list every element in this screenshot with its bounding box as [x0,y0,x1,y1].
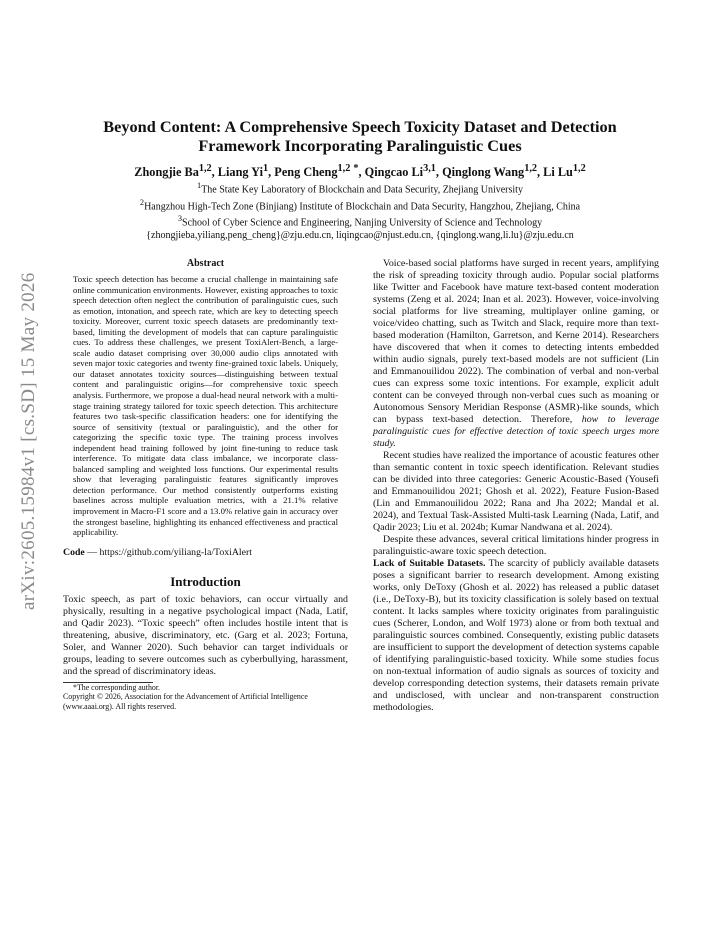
intro-paragraph-5 [373,558,659,714]
author-emails: {zhongjieba,yiliang,peng_cheng}@zju.edu.cn, liqingcao@njust.edu.cn, {qinglong.wang,li.lu}@zju.edu.cn [146,230,574,242]
corresponding-author-footnote: *The corresponding author. [73,682,160,692]
left-column [63,258,348,712]
footnotes [63,683,348,712]
lack-datasets-text: The scarcity of publicly available datasets poses a significant barrier to research development. Among existing works, only DeToxy (Ghosh et al. 2022) has released a public dataset (i.e., DeToxy-B), but its toxicity classification is solely based on textual content. It lacks samples where toxicity originates from paralinguistic cues (Scherer, London, and Wolf 1973) alone or from both textual and paralinguistic sources combined. Consequently, existing public datasets are insufficient to support the development of detection systems capable of identifying paralinguistic-based toxicity. While some studies focus on non-textual information of audio signals as sources of toxicity and develop corresponding detection systems, their datasets remain private and undisclosed, with unclear and non-transparent construction methodologies. [373,558,659,713]
copyright-notice: Copyright © 2026, Association for the Advancement of Artificial Intelligence (www.aaai.org). All rights reserved. [63,692,308,712]
intro-p2-emphasis: how to leverage paralinguistic cues for effective detection of toxic speech urges more study. [373,414,659,449]
intro-paragraph-3: Recent studies have realized the importance of acoustic features other than semantic content in toxic speech identification. Relevant studies can be divided into three categories: Generic Acoustic-Based (Yousefi and Emmanouilidou 2021; Ghosh et al. 2022), Feature Fusion-Based (Lin and Emmanouilidou 2022; Rana and Jha 2022; Mandal et al. 2024), and Textual Task-Assisted Multi-task Learning (Nada, Latif, and Qadir 2023; Liu et al. 2024b; Kumar Nandwana et al. 2024). [373,450,659,533]
introduction-heading: Introduction [170,573,241,589]
affiliations [60,180,660,243]
arxiv-identifier: arXiv:2605.15984v1 [cs.SD] 15 May 2026 [18,272,39,610]
affiliation-1: $^1$The State Key Laboratory of Blockchain and Data Security, Zhejiang University [197,181,523,196]
paper-title [60,117,660,155]
right-column [373,258,659,714]
affiliation-2: $^2$Hangzhou High-Tech Zone (Binjiang) Institute of Blockchain and Data Security, Hangzhou, Zhejiang, China [139,197,581,213]
author-list: Zhongjie Ba$^{1,2}$, Liang Yi$^1$, Peng Cheng$^{1,2}$ *, Qingcao Li$^{3,1}$, Qinglong Wang$^{1,2}$, Li Lu$^{1,2}$ [134,163,586,180]
code-url[interactable]: — https://github.com/yiliang-la/ToxiAlert [84,546,252,558]
intro-paragraph-2 [373,258,659,450]
title-line-1: Beyond Content: A Comprehensive Speech Toxicity Dataset and Detection [103,117,617,136]
code-link-line [63,547,348,558]
intro-paragraph-1: Toxic speech, as part of toxic behaviors, can occur virtually and physically, resulting in a negative psychological impact (Nada, Latif, and Qadir 2023). “Toxic speech” often includes hostile intent that is threatening, abusive, discriminatory, etc. (Garg et al. 2023; Fortuna, Soler, and Wanner 2020). Such behavior can target individuals or groups, leading to severe outcomes such as cyberbullying, harassment, and the spread of discriminatory ideas. [63,593,348,677]
intro-p2-text: Voice-based social platforms have surged in recent years, amplifying the risk of spreading toxicity through audio. Popular social platforms like Twitter and Facebook have mature text-based content moderation systems (Zeng et al. 2024; Inan et al. 2023). However, voice-involving social platforms for live streaming, multiplayer online gaming, or voice/video chatting, such as Twitch and Slack, require more than text-based moderation (Hamilton, Garretson, and Kerne 2014). Researchers have discovered that when it comes to detecting intents embedded within audio signals, purely text-based models are not sufficient (Lin and Emmanouilidou 2022). The combination of verbal and non-verbal cues can express some toxic intentions. For example, explicit adult content can be conveyed through non-verbal cues such as moaning or Autonomous Sensory Meridian Response (ASMR)-like sounds, which can bypass text-based detection. Therefore, [373,258,659,425]
title-line-2: Framework Incorporating Paralinguistic Cues [198,136,522,155]
code-label: Code [63,546,85,558]
intro-paragraph-4: Despite these advances, several critical limitations hinder progress in paralinguistic-aware toxic speech detection. [373,534,659,557]
abstract-heading: Abstract [186,258,225,269]
affiliation-3: $^3$School of Cyber Science and Engineering, Nanjing University of Science and Technology [177,214,543,229]
abstract-text: Toxic speech detection has become a crucial challenge in maintaining safe online communication environments. However, existing approaches to toxic speech detection often neglect the contribution of paralinguistic cues, such as emotion, intonation, and speech rate, which are key to detecting speech toxicity. Moreover, current toxic speech datasets are predominantly text-based, limiting the development of models that can capture paralinguistic cues. To address these challenges, we present ToxiAlert-Bench, a large-scale audio dataset comprising over 30,000 audio clips annotated with seven major toxic categories and twenty fine-grained toxic labels. Uniquely, our dataset annotates toxicity sources—distinguishing between textual content and paralinguistic origins—for comprehensive toxic speech analysis. Furthermore, we propose a dual-head neural network with a multi-stage training strategy tailored for toxic speech detection. This architecture features two task-specific classification headers: one for identifying the source of sensitivity (textual or paralinguistic), and the other for categorizing the specific toxic type. The training process involves independent head training followed by joint fine-tuning to reduce task interference. To mitigate data class imbalance, we incorporate class-balanced sampling and weighted loss functions. Our experimental results show that leveraging paralinguistic features significantly improves detection performance. Our method consistently outperforms existing baselines across multiple evaluation metrics, with a 21.1% relative improvement in Macro-F1 score and a 13.0% relative gain in accuracy over the strongest baseline, highlighting its enhanced effectiveness and practical applicability. [73,274,338,538]
lack-datasets-heading: Lack of Suitable Datasets. [373,558,486,569]
